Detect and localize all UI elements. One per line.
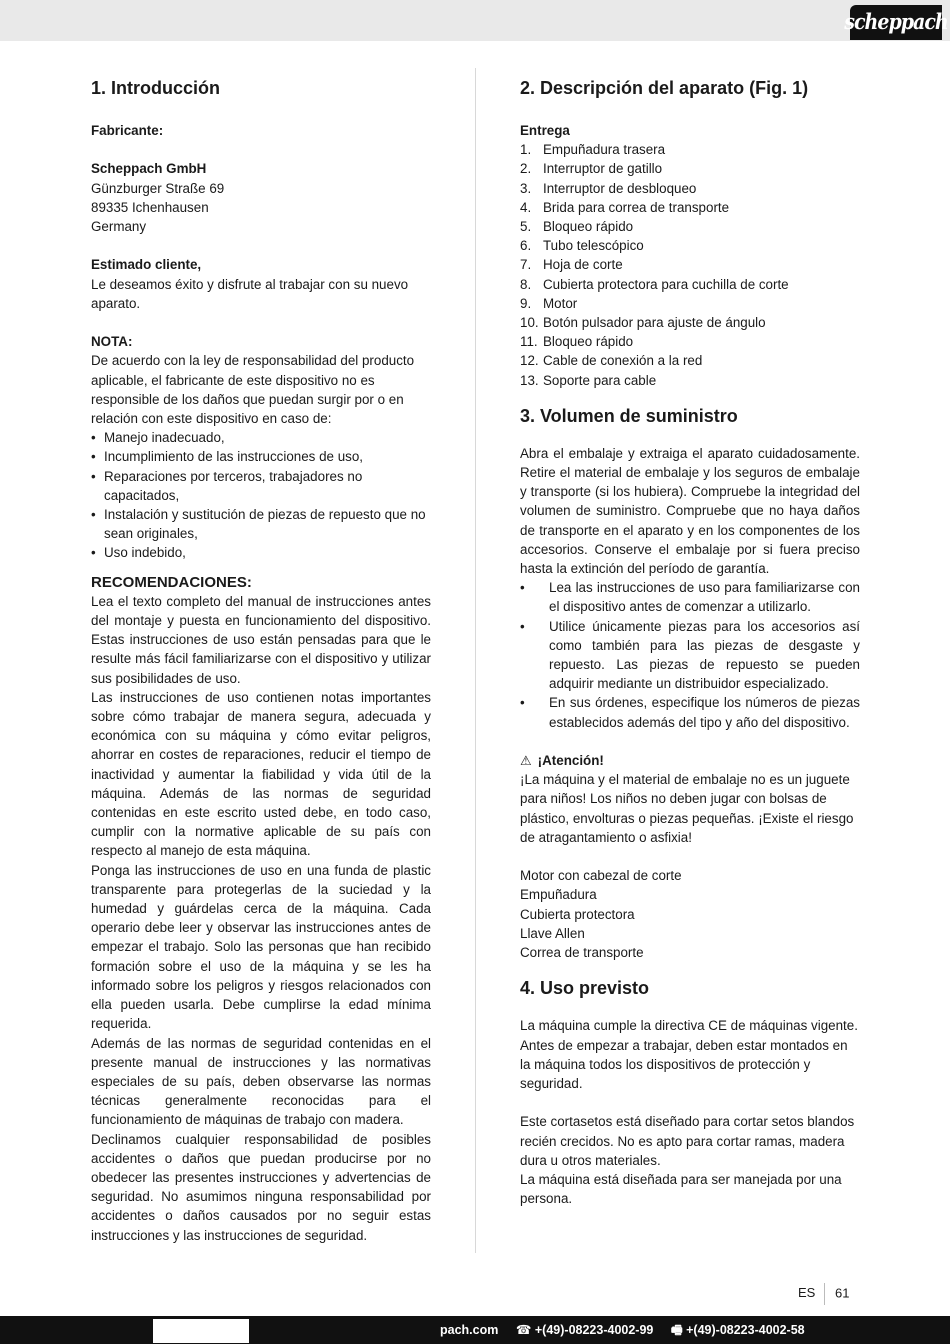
- list-item: • En sus órdenes, especifique los números de piezas establecidos además del tipo y año del dispositivo.: [520, 693, 860, 731]
- address-line: 89335 Ichenhausen: [91, 199, 209, 215]
- attention-text: ¡La máquina y el material de embalaje no es un juguete para niños! Los niños no deben jugar con bolsas de plástico, envolturas o piezas pequeñas. ¡Existe el riesgo de atragantamiento o asfixia!: [520, 772, 854, 845]
- list-item: 3. Interruptor de desbloqueo: [520, 180, 697, 196]
- nota-list: [91, 428, 431, 562]
- list-item: 6. Tubo telescópico: [520, 238, 644, 254]
- use-text: La máquina está diseñada para ser manejada por una persona.: [520, 1171, 842, 1207]
- list-item: 4. Brida para correa de transporte: [520, 199, 730, 215]
- list-item: 11. Bloqueo rápido: [520, 334, 634, 350]
- footer-separator: [824, 1283, 825, 1305]
- nota-text: De acuerdo con la ley de responsabilidad del producto aplicable, el fabricante de este dispositivo no es responsible de los daños que puedan surgir por o en relación con este dispositivo en caso de:: [91, 353, 415, 426]
- header-band: [0, 0, 950, 41]
- recom-paragraph: Declinamos cualquier responsabilidad de posibles accidentes o daños que puedan producirse por no obedecer las presentes instrucciones y advertencias de seguridad. No asumimos ninguna responsabilidad por accidentes o daños causados por no seguir estas instrucciones y las instrucciones de seguridad.: [91, 1131, 431, 1243]
- address-line: Germany: [91, 219, 147, 234]
- list-item: 9. Motor: [520, 295, 578, 311]
- website-link[interactable]: pach.com: [440, 1323, 499, 1337]
- recomendaciones-title: RECOMENDACIONES:: [91, 573, 252, 591]
- greeting-text: Le deseamos éxito y disfrute al trabajar con su nuevo aparato.: [91, 276, 409, 311]
- contents-item: Llave Allen: [520, 925, 585, 941]
- supply-text: Abra el embalaje y extraiga el aparato cuidadosamente. Retire el material de embalaje y los seguros de embalaje y transporte (si los hubiera). Compruebe la integridad del volumen de suministro. Compruebe que no haya daños de transporte en el aparato y en los componentes de los accesorios. Conserve el embalaje por si fuera preciso hasta la extinción del período de garantía.: [520, 445, 860, 577]
- list-item: 10. Botón pulsador para ajuste de ángulo: [520, 315, 766, 331]
- fabricante-label: Fabricante:: [91, 123, 164, 138]
- recom-paragraph: Las instrucciones de uso contienen notas importantes sobre cómo trabajar de manera segura, adecuada y económica con su máquina y cómo evitar peligros, ahorrar en costes de reparaciones, reducir el tiempo de inactividad y aumentar la fiabilidad y vida útil de la máquina. Además de las normas de seguridad contenidas en este escrito usted debe, en todo caso, cumplir con la normative aplicable de su país con respecto al manejo de esta máquina.: [91, 689, 431, 859]
- column-divider: [475, 68, 476, 1253]
- contents-item: Correa de transporte: [520, 945, 644, 961]
- recom-paragraph: Además de las normas de seguridad contenidas en el presente manual de instrucciones y las normativas especiales de su país, deben observarse las normas técnicas generalmente reconocidas para el funcionamiento de máquinas de trabajo con madera.: [91, 1035, 431, 1128]
- bar-white-block: [153, 1319, 249, 1343]
- list-item: • Manejo inadecuado,: [91, 428, 431, 447]
- list-item: • Lea las instrucciones de uso para familiarizarse con el dispositivo antes de comenzar a utilizarlo.: [520, 578, 860, 616]
- list-item: 1. Empuñadura trasera: [520, 142, 666, 158]
- section-title-introduccion: 1. Introducción: [91, 78, 221, 98]
- right-column: [520, 76, 860, 1208]
- contents-item: Empuñadura: [520, 887, 597, 903]
- contact-bar: [0, 1316, 950, 1344]
- list-item: • Reparaciones por terceros, trabajadores no capacitados,: [91, 467, 431, 505]
- recom-paragraph: Lea el texto completo del manual de instrucciones antes del montaje y puesta en funcionamiento del dispositivo. Estas instrucciones de uso están pensadas para que le resulte más fácil familiarizarse con el dispositivo y utilizar sus posibilidades de uso.: [91, 593, 431, 686]
- brand-logo-text: scheppach: [844, 9, 948, 35]
- warning-icon: ⚠: [520, 753, 532, 769]
- list-item: • Uso indebido,: [91, 543, 431, 562]
- page-footer: [798, 1283, 849, 1305]
- entrega-label: Entrega: [520, 123, 570, 138]
- list-item: • Instalación y sustitución de piezas de repuesto que no sean originales,: [91, 505, 431, 543]
- contents-item: Cubierta protectora: [520, 906, 635, 922]
- supply-list: [520, 578, 860, 732]
- brand-logo: [844, 5, 948, 40]
- use-text: Antes de empezar a trabajar, deben estar montados en la máquina todos los dispositivos de protección y seguridad.: [520, 1037, 848, 1091]
- list-item: 5. Bloqueo rápido: [520, 219, 634, 235]
- contents-item: Motor con cabezal de corte: [520, 868, 682, 884]
- language-code: ES: [798, 1285, 816, 1301]
- list-item: 12. Cable de conexión a la red: [520, 353, 703, 369]
- fax-number: 🖷 +(49)-08223-4002-58: [670, 1323, 805, 1337]
- contact-info: [440, 1321, 819, 1340]
- address-line: Günzburger Straße 69: [91, 180, 225, 196]
- list-item: • Incumplimiento de las instrucciones de uso,: [91, 447, 431, 466]
- recom-paragraph: Ponga las instrucciones de uso en una funda de plastic transparente para protegerlas de la suciedad y la humedad y guárdelas cerca de la máquina. Cada operario debe leer y observar las instrucciones antes de empezar el trabajo. Solo las personas que han recibido formación sobre el uso de la máquina y se les ha informado sobre los peligros y riesgos relacionados con ella pueden usarla. Debe cumplirse la edad mínima requerida.: [91, 862, 431, 1032]
- page-number: 61: [835, 1285, 850, 1301]
- nota-label: NOTA:: [91, 334, 133, 350]
- use-text: Este cortasetos está diseñado para cortar setos blandos recién crecidos. No es apto para cortar ramas, madera dura u otros materiales.: [520, 1114, 855, 1168]
- list-item: 2. Interruptor de gatillo: [520, 161, 663, 177]
- attention-heading: ⚠ ¡Atención!: [520, 753, 604, 769]
- company-name: Scheppach GmbH: [91, 161, 207, 177]
- phone-number: ☎ +(49)-08223-4002-99: [515, 1323, 654, 1337]
- list-item: 7. Hoja de corte: [520, 257, 623, 273]
- section-title-descripcion: 2. Descripción del aparato (Fig. 1): [520, 78, 809, 98]
- section-title-uso: 4. Uso previsto: [520, 978, 650, 999]
- use-text: La máquina cumple la directiva CE de máquinas vigente.: [520, 1018, 858, 1034]
- section-title-volumen: 3. Volumen de suministro: [520, 405, 738, 426]
- parts-list: [520, 140, 860, 390]
- list-item: 13. Soporte para cable: [520, 372, 657, 388]
- list-item: • Utilice únicamente piezas para los accesorios así como también para las piezas de desgaste y repuesto. Las piezas de repuesto se pueden adquirir mediante un distribuidor especializado.: [520, 617, 860, 694]
- greeting-label: Estimado cliente,: [91, 257, 202, 273]
- list-item: 8. Cubierta protectora para cuchilla de corte: [520, 276, 789, 292]
- left-column: [91, 76, 431, 1245]
